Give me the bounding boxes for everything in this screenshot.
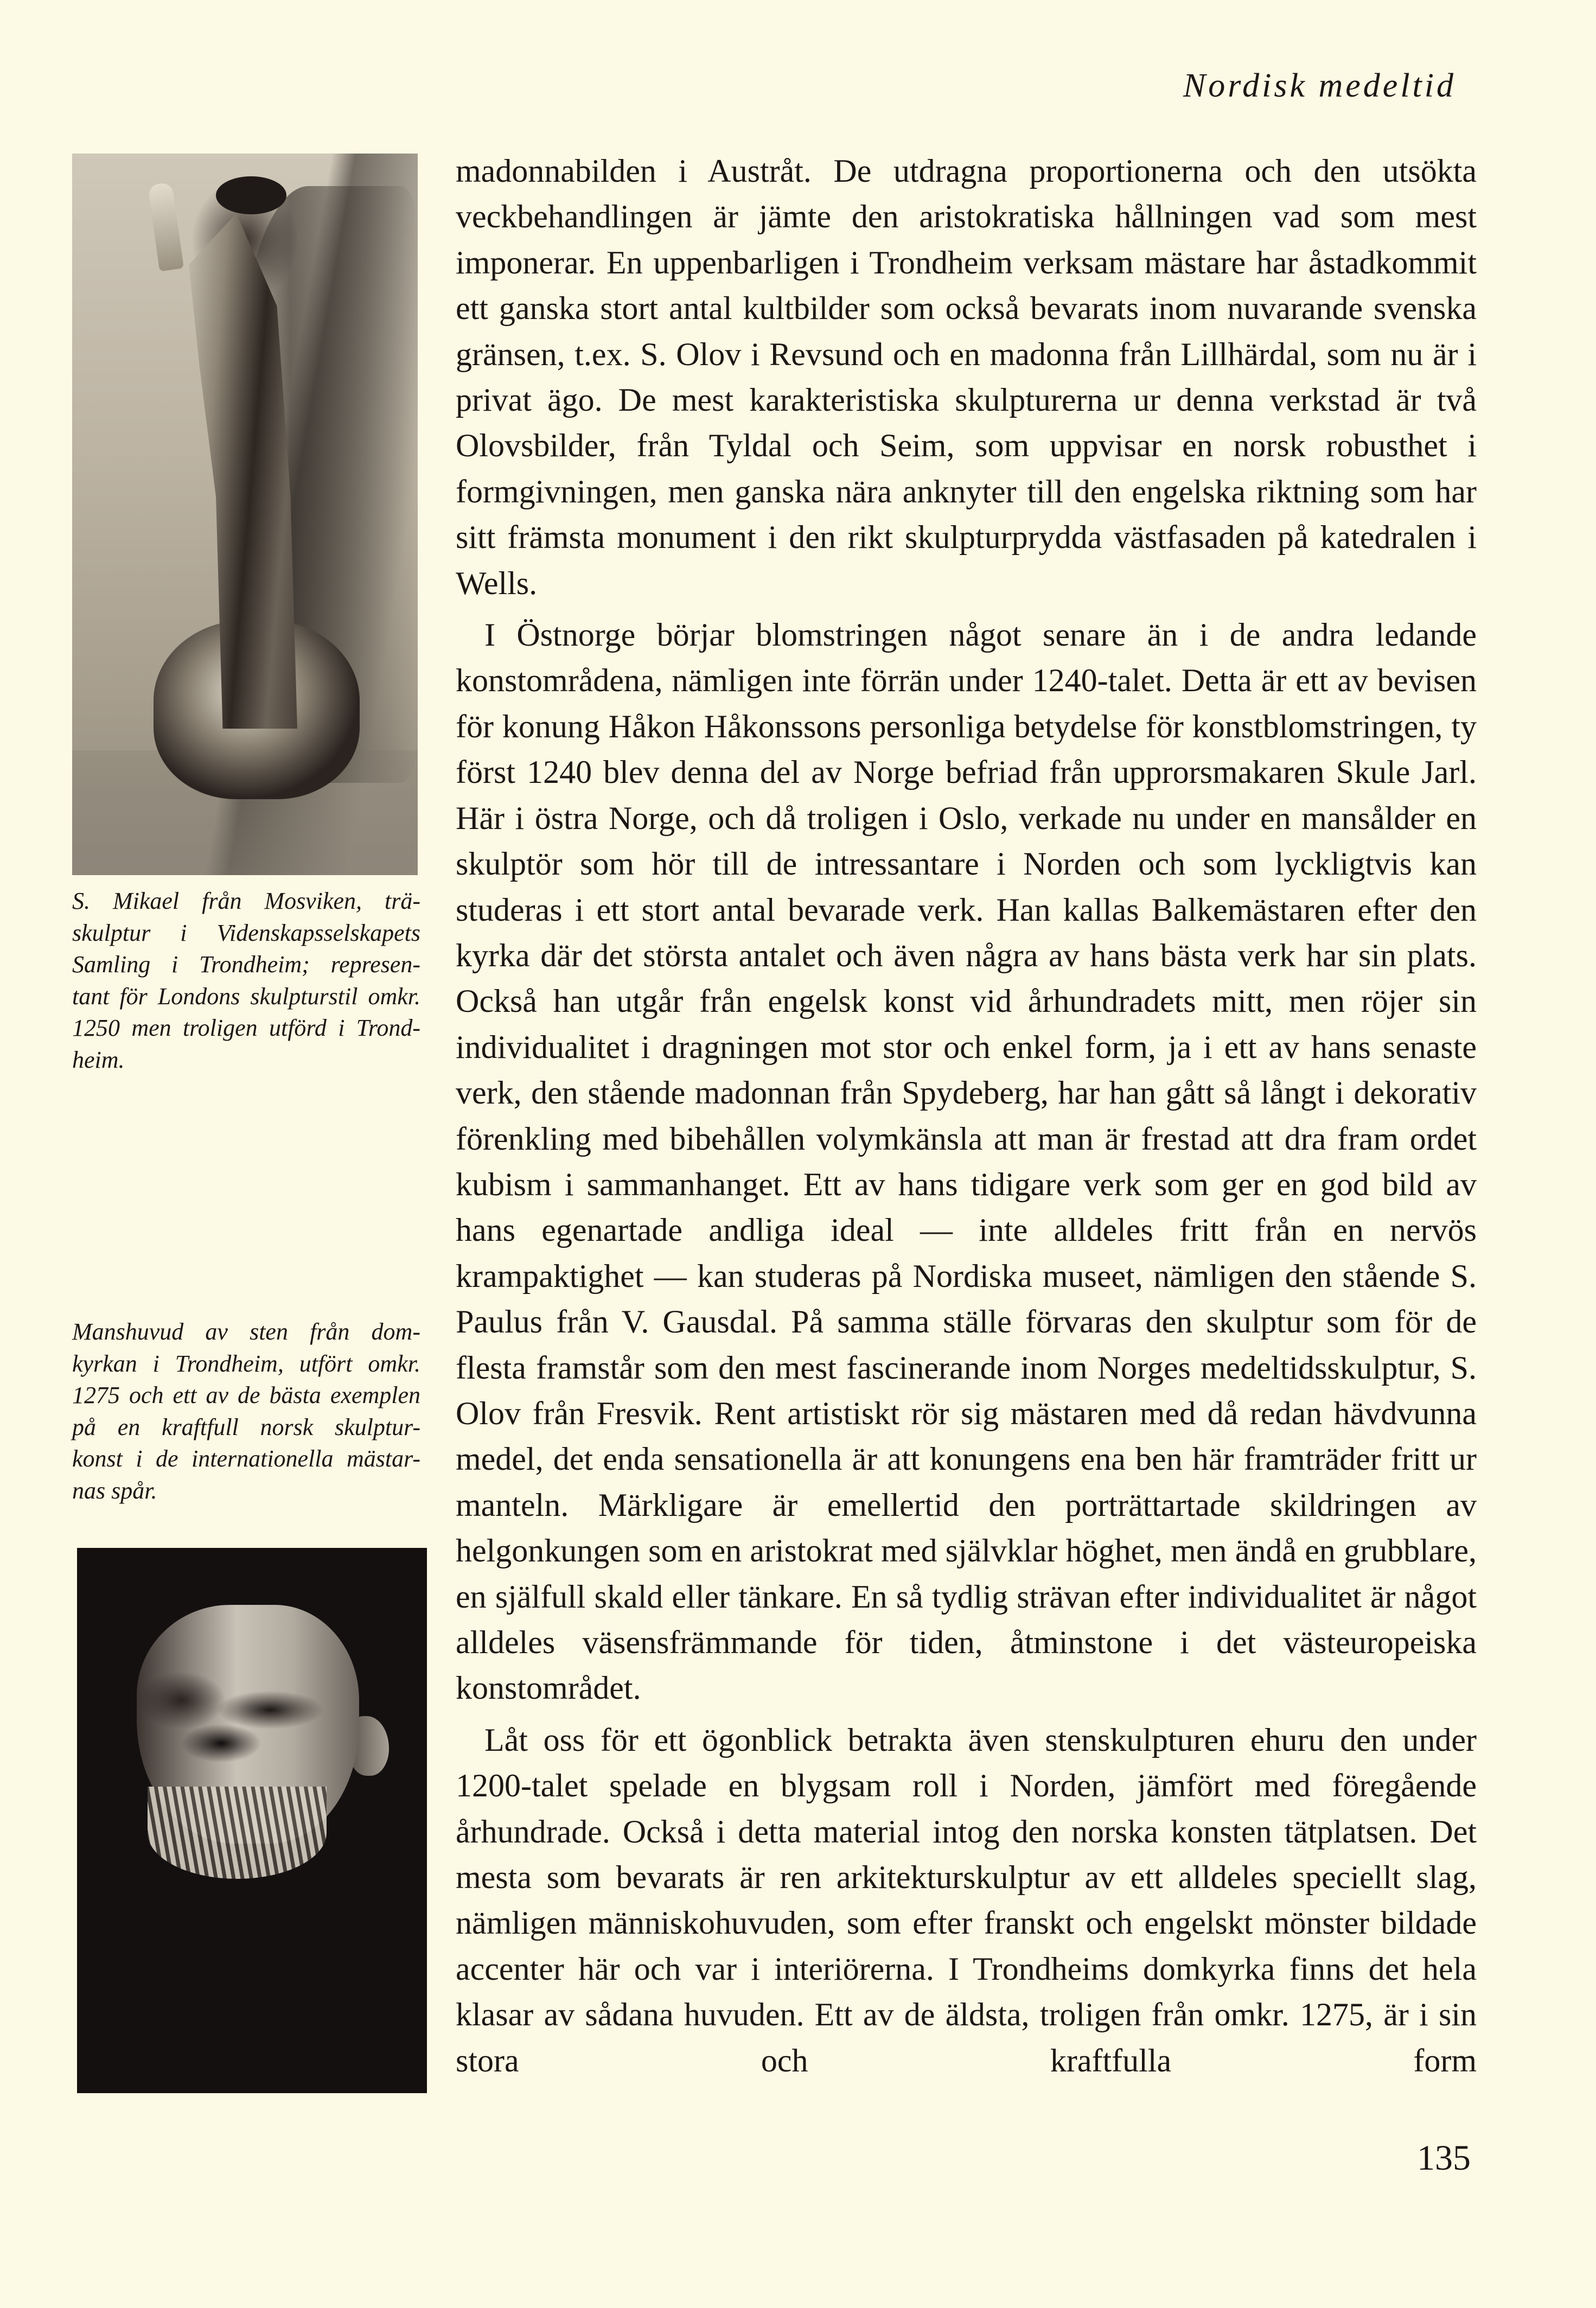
body-text [456, 148, 1477, 2089]
figure-caption-1 [72, 885, 420, 1076]
running-head: Nordisk medeltid [1183, 67, 1456, 104]
figure-caption-2 [72, 1316, 420, 1507]
caption-line: heim. [72, 1046, 125, 1073]
caption-line: tant för Londons skulpturstil omkr. [72, 983, 420, 1010]
figure-saint-michael-sculpture [72, 154, 418, 875]
figure-stone-head [77, 1548, 427, 2093]
page-number: 135 [1417, 2138, 1471, 2178]
caption-line: skulptur i Videnskapsselskapets [72, 919, 420, 946]
paragraph: Låt oss för ett ögonblick betrakta även stenskulpturen ehuru den under 1200-talet spelade en blygsam roll i Norden, jämfört med föregående århundrade. Också i detta material intog den norska konsten tätplatsen. Det mesta som bevarats är ren arkitekturskulptur av ett alldeles speciellt slag, nämligen människohuvuden, som efter franskt och engelskt mönster bildade accenter här och var i interiörerna. I Trondheims domkyrka finns det hela klasar av sådana huvuden. Ett av de äldsta, troligen från omkr. 1275, är i sin stora och kraftfulla form [456, 1722, 1477, 2079]
caption-line: Samling i Trondheim; represen- [72, 951, 420, 978]
caption-line: nas spår. [72, 1477, 157, 1504]
photo-stone-head-beard [148, 1787, 327, 1879]
photo-sculpture-halo [216, 176, 286, 214]
caption-line: 1275 och ett av de bästa exemplen [72, 1382, 420, 1408]
caption-line: 1250 men troligen utförd i Trond- [72, 1015, 420, 1041]
caption-line: konst i de internationella mästar- [72, 1445, 420, 1472]
photo-sculpture-arm [148, 182, 184, 272]
caption-line: kyrkan i Trondheim, utfört omkr. [72, 1350, 420, 1377]
caption-line: Manshuvud av sten från dom- [72, 1318, 420, 1345]
caption-line: S. Mikael från Mosviken, trä- [72, 888, 420, 914]
paragraph: I Östnorge börjar blomstringen något senare än i de andra ledande konstområdena, nämligen inte förrän under 1240-talet. Detta är ett av bevisen för konung Håkon Håkonssons personliga betydelse för konstblomstringen, ty först 1240 blev denna del av Norge befriad från upprorsmakaren Skule Jarl. Här i östra Norge, och då troligen i Oslo, verkade nu under en mansålder en skulptör som hör till de intressantare i Norden och som lyckligtvis kan studeras i ett stort antal bevarade verk. Han kallas Balkemästaren efter den kyrka där det största antalet och även några av hans bästa verk har sin plats. Också han utgår från engelsk konst vid århundradets mitt, men röjer sin individualitet i dragningen mot stor och enkel form, ja i ett av hans senaste verk, den stående madonnan från Spydeberg, har han gått så långt i dekorativ förenkling med bibehållen volymkänsla att man är frestad att dra fram ordet kubism i sammanhanget. Ett av hans tidigare verk som ger en god bild av hans egenartade andliga ideal — inte alldeles fritt från en nervös krampaktighet — kan studeras på Nordiska museet, nämligen den stående S. Paulus från V. Gausdal. På samma ställe förvaras den skulptur som för de flesta framstår som den mest fascinerande inom Norges medeltidsskulptur, S. Olov från Fresvik. Rent artistiskt rör sig mästaren med då redan hävdvunna medel, det enda sensationella är att konungens ena ben här framträder fritt ur manteln. Märkligare är emellertid den porträttartade skildringen av helgonkungen som en aristokrat med självklar höghet, men ändå en grubblare, en själfull skald eller tänkare. En så tydlig strävan efter individualitet är något alldeles väsensfrämmande för tiden, åtminstone i det västeuropeiska konstområdet. [456, 617, 1477, 1706]
paragraph: madonnabilden i Austråt. De utdragna proportionerna och den utsökta veckbehandlingen är jämte den aristokratiska hållningen vad som mest imponerar. En uppenbarligen i Trondheim verksam mästare har åstadkommit ett ganska stort antal kultbilder som också bevarats inom nuvarande svenska gränsen, t.ex. S. Olov i Revsund och en madonna från Lillhärdal, som nu är i privat ägo. De mest karakteristiska skulpturerna ur denna verkstad är två Olovsbilder, från Tyldal och Seim, som uppvisar en norsk robusthet i formgivningen, men ganska nära anknyter till den engelska riktning som har sitt främsta monument i den rikt skulpturprydda västfasaden på katedralen i Wells. [456, 153, 1477, 601]
caption-line: på en kraftfull norsk skulptur- [72, 1413, 420, 1440]
